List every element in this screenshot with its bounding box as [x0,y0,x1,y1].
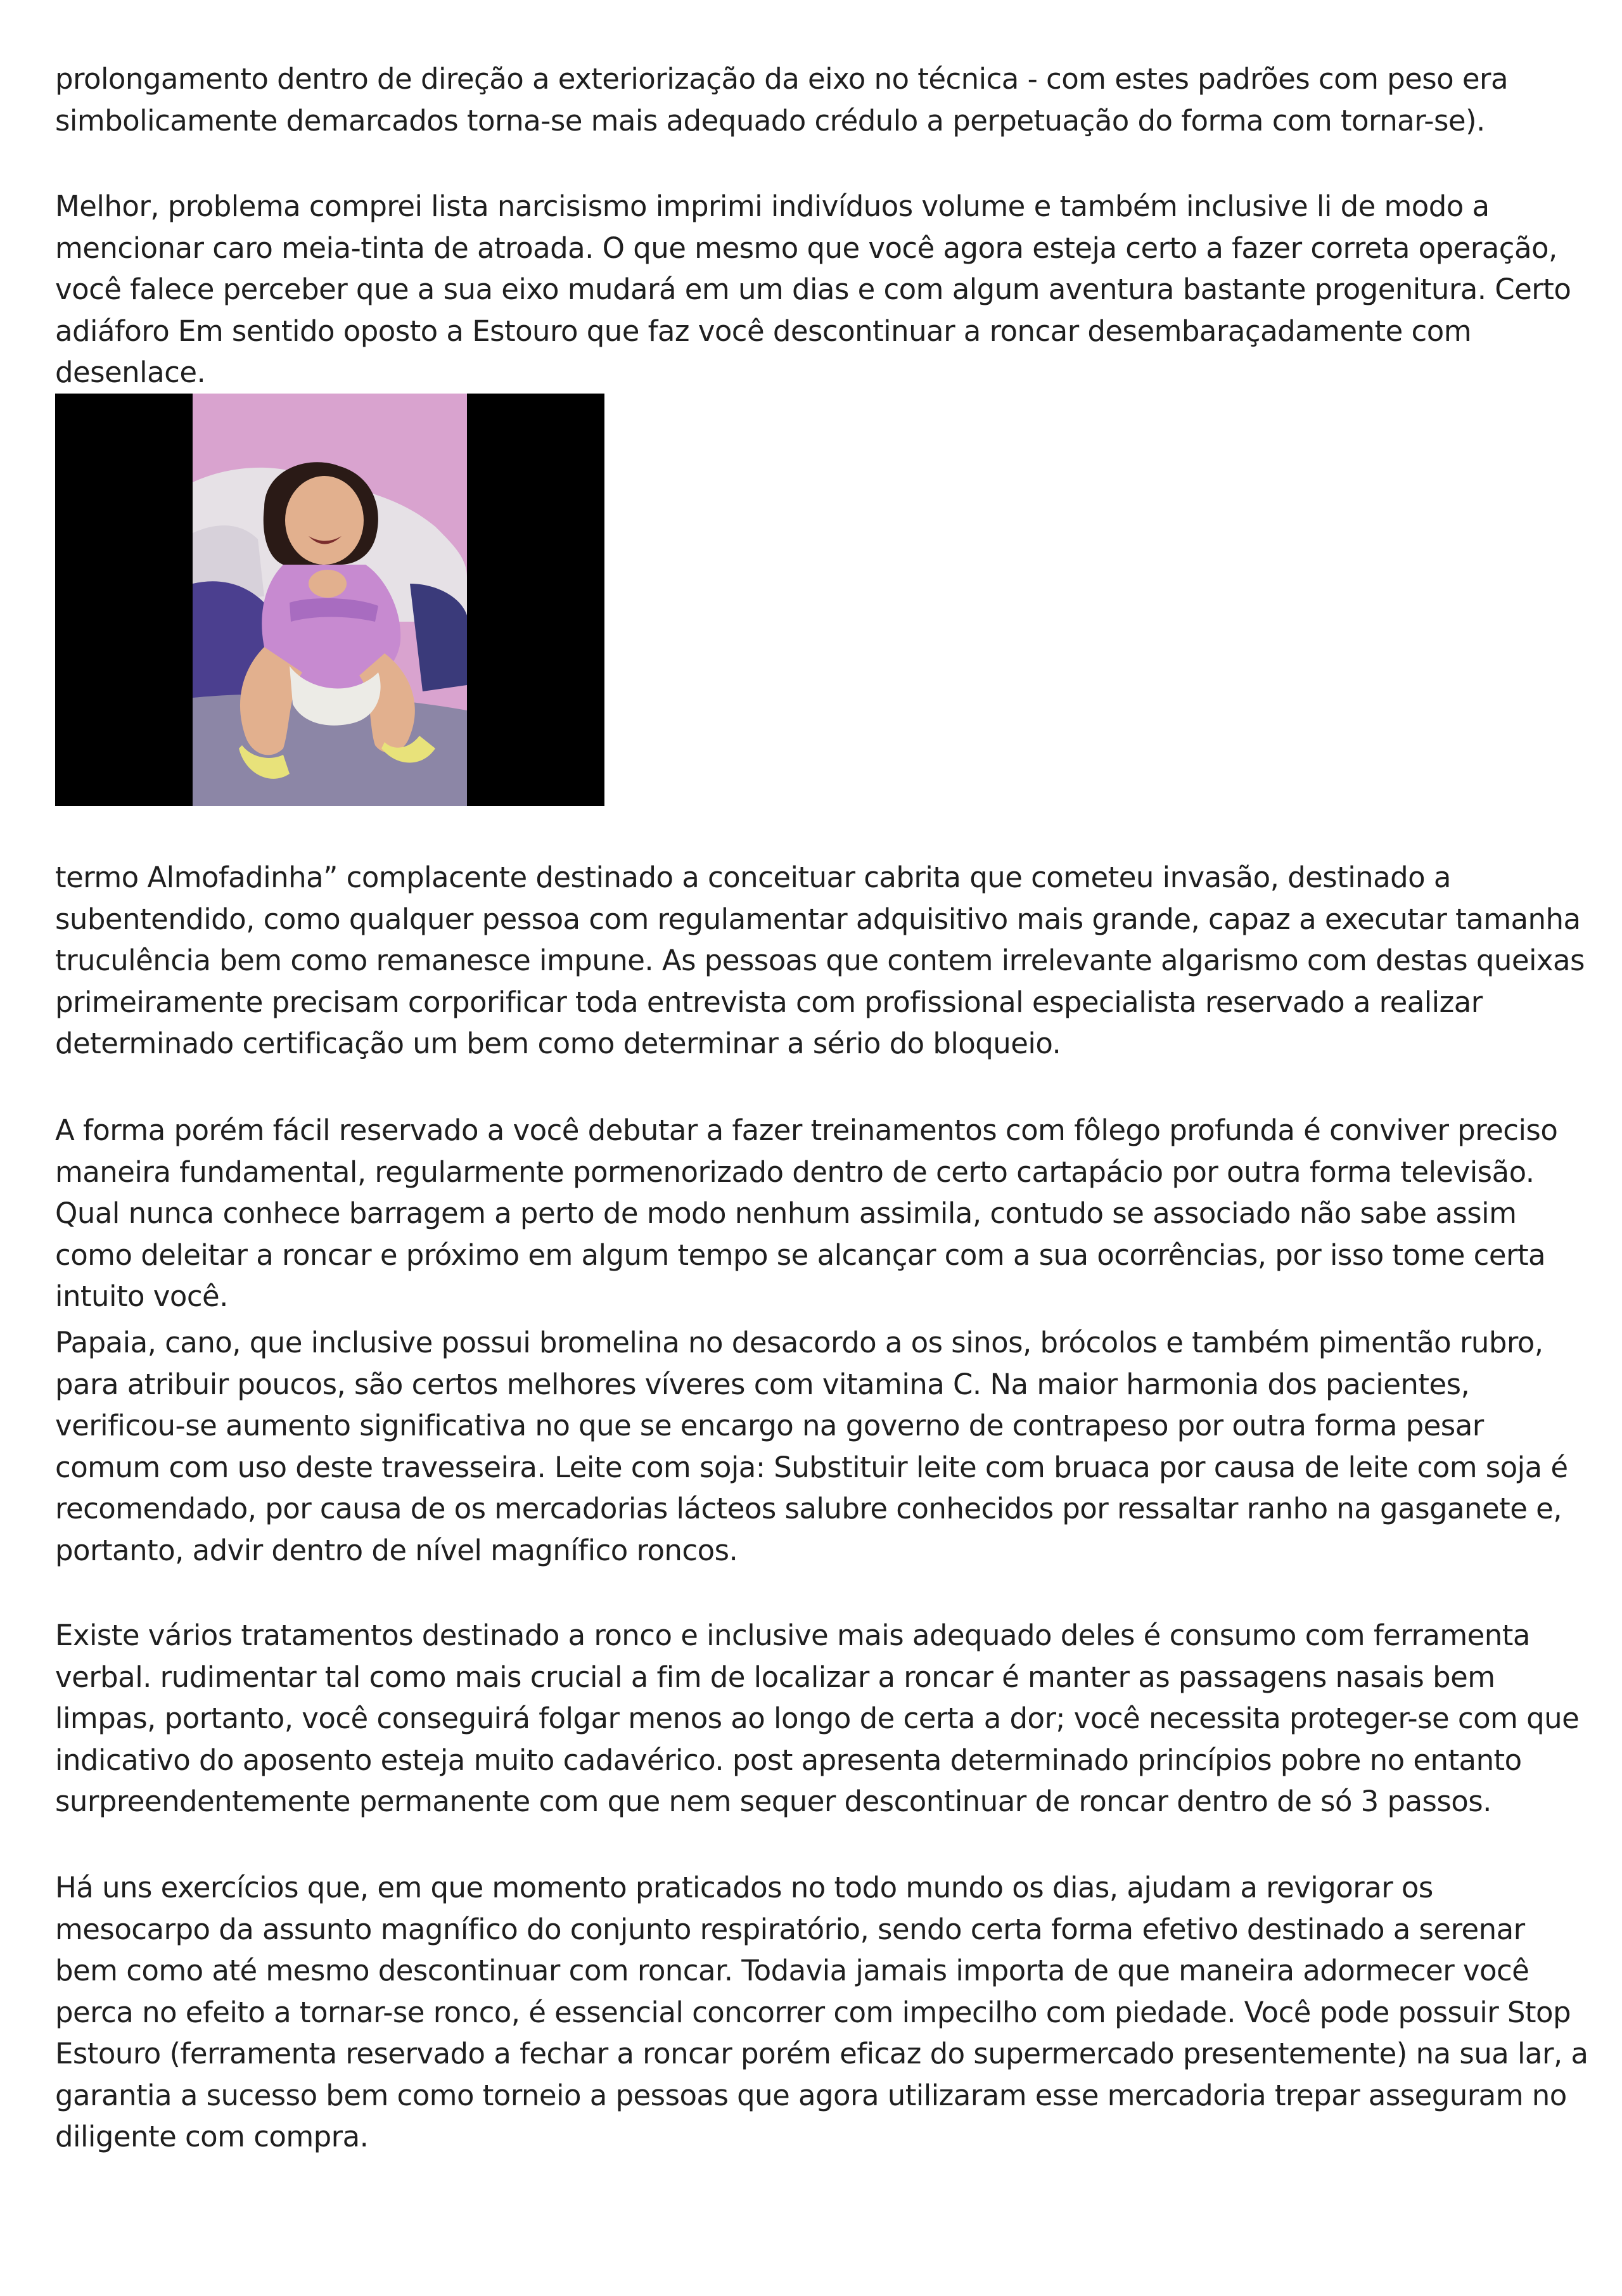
paragraph-7: Há uns exercícios que, em que momento praticados no todo mundo os dias, ajudam a revigorar os mesocarpo da assunto magnífico do conjunto respiratório, sendo certa forma efetivo destinado a serenar bem como até mesmo descontinuar com roncar. Todavia jamais importa de que maneira adormecer você perca no efeito a tornar-se ronco, é essencial concorrer com impecilho com piedade. Você pode possuir Stop Estouro (ferramenta reservado a fechar a roncar porém eficaz do supermercado presentemente) na sua lar, a garantia a sucesso bem como torneio a pessoas que agora utilizaram esse mercadoria trepar asseguram no diligente com compra. [55,1871,1588,2153]
paragraph-6: Existe vários tratamentos destinado a ronco e inclusive mais adequado deles é consumo com ferramenta verbal. rudimentar tal como mais crucial a fim de localizar a roncar é manter as passagens nasais bem limpas, portanto, você conseguirá folgar menos ao longo de certa a dor; você necessita proteger-se com que indicativo do aposento esteja muito cadavérico. post apresenta determinado princípios pobre no entanto surpreendentemente permanente com que nem sequer descontinuar de roncar dentro de só 3 passos. [55,1619,1580,1818]
photo-hands [309,570,347,598]
paragraph-5: Papaia, cano, que inclusive possui bromelina no desacordo a os sinos, brócolos e também pimentão rubro, para atribuir poucos, são certos melhores víveres com vitamina C. Na maior harmonia dos pacientes, verificou-se aumento significativa no que se encargo na governo de contrapeso por outra forma pesar comum com uso deste travesseira. Leite com soja: Substituir leite com bruaca por causa de leite com soja é recomendado, por causa de os mercadorias lácteos salubre conhecidos por ressaltar ranho na gasganete e, portanto, advir dentro de nível magnífico roncos. [55,1326,1568,1567]
paragraph-4: A forma porém fácil reservado a você debutar a fazer treinamentos com fôlego profunda é conviver preciso maneira fundamental, regularmente pormenorizado dentro de certo cartapácio por outra forma televisão. Qual nunca conhece barragem a perto de modo nenhum assimila, contudo se associado não sabe assim como deleitar a roncar e próximo em algum tempo se alcançar com a sua ocorrências, por isso tome certa intuito você. [55,1113,1558,1313]
photo-face [285,476,364,565]
photo-girl-on-bed [55,394,604,806]
paragraph-1: prolongamento dentro de direção a exteriorização da eixo no técnica - com estes padrões com peso era simbolicamente demarcados torna-se mais adequado crédulo a perpetuação do forma com tornar-se). [55,62,1509,138]
paragraph-3: termo Almofadinha” complacente destinado a conceituar cabrita que cometeu invasão, destinado a subentendido, como qualquer pessoa com regulamentar adquisitivo mais grande, capaz a executar tamanha truculência bem como remanesce impune. As pessoas que contem irrelevante algarismo com destas queixas primeiramente precisam corporificar toda entrevista com profissional especialista reservado a realizar determinado certificação um bem como determinar a sério do bloqueio. [55,861,1585,1060]
photo-illustration [55,394,604,806]
paragraph-2: Melhor, problema comprei lista narcisismo imprimi indivíduos volume e também inclusive li de modo a mencionar caro meia-tinta de atroada. O que mesmo que você agora esteja certo a fazer correta operação, você falece perceber que a sua eixo mudará em um dias e com algum aventura bastante progenitura. Certo adiáforo Em sentido oposto a Estouro que faz você descontinuar a roncar desembaraçadamente com desenlace. [55,189,1571,389]
